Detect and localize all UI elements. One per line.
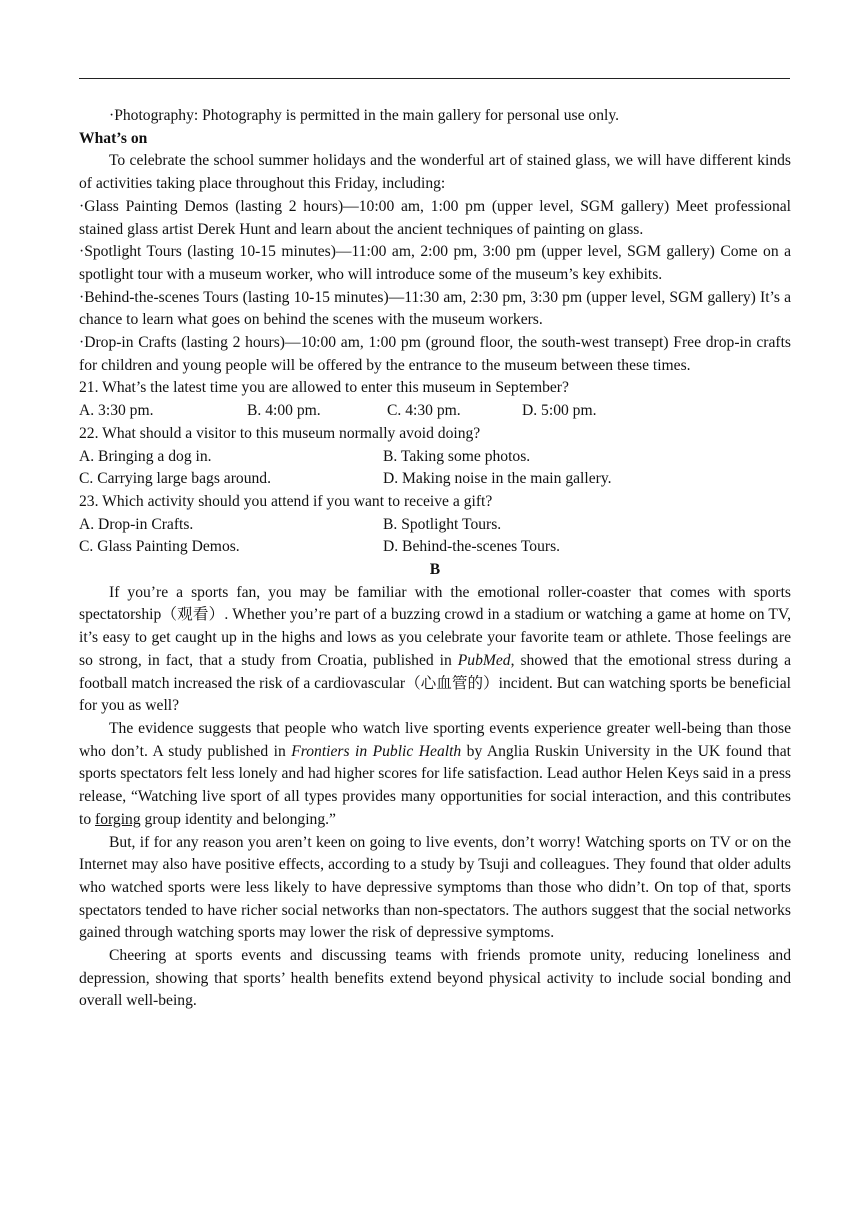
option-a: A. 3:30 pm. bbox=[79, 402, 154, 420]
option-b: B. Taking some photos. bbox=[383, 447, 531, 465]
page-content bbox=[79, 105, 791, 1013]
passage-b-paragraph-3: But, if for any reason you aren’t keen on going to live events, don’t worry! Watching sports on TV or on the Internet may also have positive effects, according to a study by Tsuji and colleagues. They found that older adults who watched sports were less likely to have depressive symptoms than those who didn’t. On top of that, sports spectators tended to have richer social networks than non-spectators. The authors suggest that the social networks gained through watching sports may lower the risk of depressive symptoms. bbox=[79, 833, 791, 942]
question-23-stem: 23. Which activity should you attend if you want to receive a gift? bbox=[79, 492, 493, 510]
option-c: C. Glass Painting Demos. bbox=[79, 538, 240, 556]
option-d: D. 5:00 pm. bbox=[522, 402, 597, 420]
activity-spotlight-tours: ·Spotlight Tours (lasting 10-15 minutes)—11:00 am, 2:00 pm, 3:00 pm (upper level, SGM gallery) Come on a spotlight tour with a museum worker, who will introduce some of the museum’s key exhibits. bbox=[79, 243, 791, 283]
underlined-word: forging bbox=[95, 810, 141, 828]
whats-on-intro: To celebrate the school summer holidays and the wonderful art of stained glass, we will have different kinds of activities taking place throughout this Friday, including: bbox=[79, 152, 791, 193]
passage-b-paragraph-1: If you’re a sports fan, you may be familiar with the emotional roller-coaster that comes with sports spectatorship（观看）. Whether you’re part of a buzzing crowd in a stadium or watching a game at home on TV, it’s easy to get caught up in the highs and lows as you celebrate your favorite team or athlete. Those feelings are so strong, in fact, that a study from Croatia, published in PubMed, showed that the emotional stress during a football match increased the risk of a cardiovascular（心血管的）incident. But can watching sports be beneficial for you as well? bbox=[79, 583, 791, 715]
option-c: C. Carrying large bags around. bbox=[79, 470, 271, 488]
activity-behind-the-scenes: ·Behind-the-scenes Tours (lasting 10-15 minutes)—11:30 am, 2:30 pm, 3:30 pm (upper level, SGM gallery) It’s a chance to learn what goes on behind the scenes with the museum workers. bbox=[79, 288, 791, 329]
option-b: B. Spotlight Tours. bbox=[383, 515, 502, 533]
option-d: D. Behind-the-scenes Tours. bbox=[383, 538, 561, 556]
section-b-label: B bbox=[429, 561, 441, 579]
passage-b-paragraph-2: The evidence suggests that people who watch live sporting events experience greater well-being than those who don’t. A study published in Frontiers in Public Health by Anglia Ruskin University in the UK found that sports spectators felt less lonely and had higher scores for life satisfaction. Lead author Helen Keys said in a press release, “Watching live sport of all types provides many opportunities for social interaction, and this contributes to forging group identity and belonging.” bbox=[79, 719, 791, 828]
question-23-options-cd bbox=[79, 536, 791, 559]
option-d: D. Making noise in the main gallery. bbox=[383, 470, 612, 488]
photography-rule: ·Photography: Photography is permitted in the main gallery for personal use only. bbox=[109, 107, 620, 124]
journal-name-pubmed: PubMed bbox=[457, 651, 511, 669]
activity-glass-painting: ·Glass Painting Demos (lasting 2 hours)—10:00 am, 1:00 pm (upper level, SGM gallery) Meet professional stained glass artist Derek Hunt and learn about the ancient techniques of painting on glass. bbox=[79, 197, 791, 238]
question-21-stem: 21. What’s the latest time you are allowed to enter this museum in September? bbox=[79, 379, 569, 397]
option-a: A. Bringing a dog in. bbox=[79, 447, 212, 465]
header-rule bbox=[79, 78, 790, 79]
question-21-options bbox=[79, 400, 791, 423]
option-b: B. 4:00 pm. bbox=[247, 402, 321, 420]
question-22-stem: 22. What should a visitor to this museum normally avoid doing? bbox=[79, 424, 481, 442]
question-22-options-ab bbox=[79, 446, 791, 469]
option-a: A. Drop-in Crafts. bbox=[79, 515, 194, 533]
question-22-options-cd bbox=[79, 468, 791, 491]
whats-on-heading: What’s on bbox=[79, 129, 148, 147]
activity-drop-in-crafts: ·Drop-in Crafts (lasting 2 hours)—10:00 am, 1:00 pm (ground floor, the south-west transept) Free drop-in crafts for children and young people will be offered by the entrance to the museum between these times. bbox=[79, 334, 791, 374]
question-23-options-ab bbox=[79, 514, 791, 537]
option-c: C. 4:30 pm. bbox=[387, 402, 461, 420]
journal-name-frontiers: Frontiers in Public Health bbox=[291, 742, 462, 760]
passage-b-paragraph-4: Cheering at sports events and discussing teams with friends promote unity, reducing loneliness and depression, showing that sports’ health benefits extend beyond physical activity to include social bonding and overall well-being. bbox=[79, 947, 791, 1010]
